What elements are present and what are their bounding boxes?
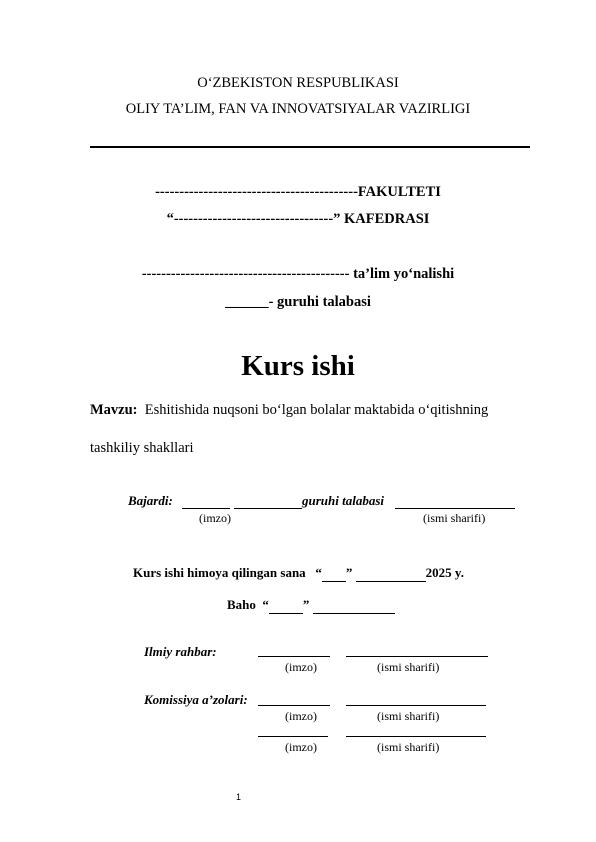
faculty-line: ------------------------------------------FAKULTETI — [155, 184, 441, 200]
commission-caption-signature-2: (imzo) — [285, 740, 317, 754]
defense-day-blank[interactable] — [322, 565, 346, 582]
topic-label: Mavzu: — [90, 402, 138, 418]
supervisor-name-line[interactable] — [346, 656, 488, 657]
topic-line-1 — [90, 402, 488, 419]
commission-label: Komissiya a’zolari: — [144, 692, 248, 707]
commission-name-line-1[interactable] — [346, 705, 486, 706]
commission-signature-line-1[interactable] — [258, 705, 330, 706]
performed-caption-signature: (imzo) — [199, 511, 231, 525]
commission-name-line-2[interactable] — [346, 736, 486, 737]
defense-open-quote: “ — [315, 565, 322, 580]
topic-text-2: tashkiliy shakllari — [90, 440, 194, 456]
commission-caption-name-2: (ismi sharifi) — [377, 740, 440, 754]
grade-row — [227, 597, 395, 614]
performed-group-line[interactable] — [234, 508, 302, 509]
performed-caption-name: (ismi sharifi) — [423, 511, 486, 525]
ministry-heading: OLIY TA’LIM, FAN VA INNOVATSIYALAR VAZIRLIGI — [125, 101, 471, 117]
topic-text-1: Eshitishida nuqsoni bo‘lgan bolalar maktabida o‘qitishning — [144, 402, 489, 418]
page-number: 1 — [236, 792, 242, 802]
grade-words-blank[interactable] — [313, 597, 395, 614]
grade-blank[interactable] — [269, 597, 303, 614]
performed-signature-line[interactable] — [182, 508, 230, 509]
supervisor-caption-signature: (imzo) — [285, 660, 317, 674]
commission-signature-line-2[interactable] — [258, 736, 328, 737]
department-line: “---------------------------------” KAFEDRASI — [166, 211, 430, 227]
republic-heading: O‘ZBEKISTON RESPUBLIKASI — [197, 75, 399, 91]
supervisor-label: Ilmiy rahbar: — [144, 644, 217, 659]
defense-month-blank[interactable] — [356, 565, 426, 582]
direction-line: ------------------------------------------- ta’lim yo‘nalishi — [141, 266, 455, 282]
header-divider — [90, 146, 530, 148]
group-line: ______- guruhi talabasi — [225, 294, 371, 310]
grade-close-quote: ” — [302, 597, 310, 612]
grade-open-quote: “ — [262, 597, 269, 612]
performed-label: Bajardi: — [128, 493, 173, 508]
supervisor-caption-name: (ismi sharifi) — [377, 660, 440, 674]
defense-label: Kurs ishi himoya qilingan sana — [133, 565, 306, 580]
defense-close-quote: ” — [345, 565, 353, 580]
document-title: Kurs ishi — [241, 350, 355, 382]
supervisor-signature-line[interactable] — [258, 656, 330, 657]
performed-group-label: guruhi talabasi — [302, 493, 385, 508]
grade-label: Baho — [227, 597, 256, 612]
commission-caption-signature-1: (imzo) — [285, 709, 317, 723]
performed-name-line[interactable] — [395, 508, 515, 509]
defense-row — [133, 565, 464, 582]
defense-year: 2025 y. — [425, 565, 464, 580]
commission-caption-name-1: (ismi sharifi) — [377, 709, 440, 723]
